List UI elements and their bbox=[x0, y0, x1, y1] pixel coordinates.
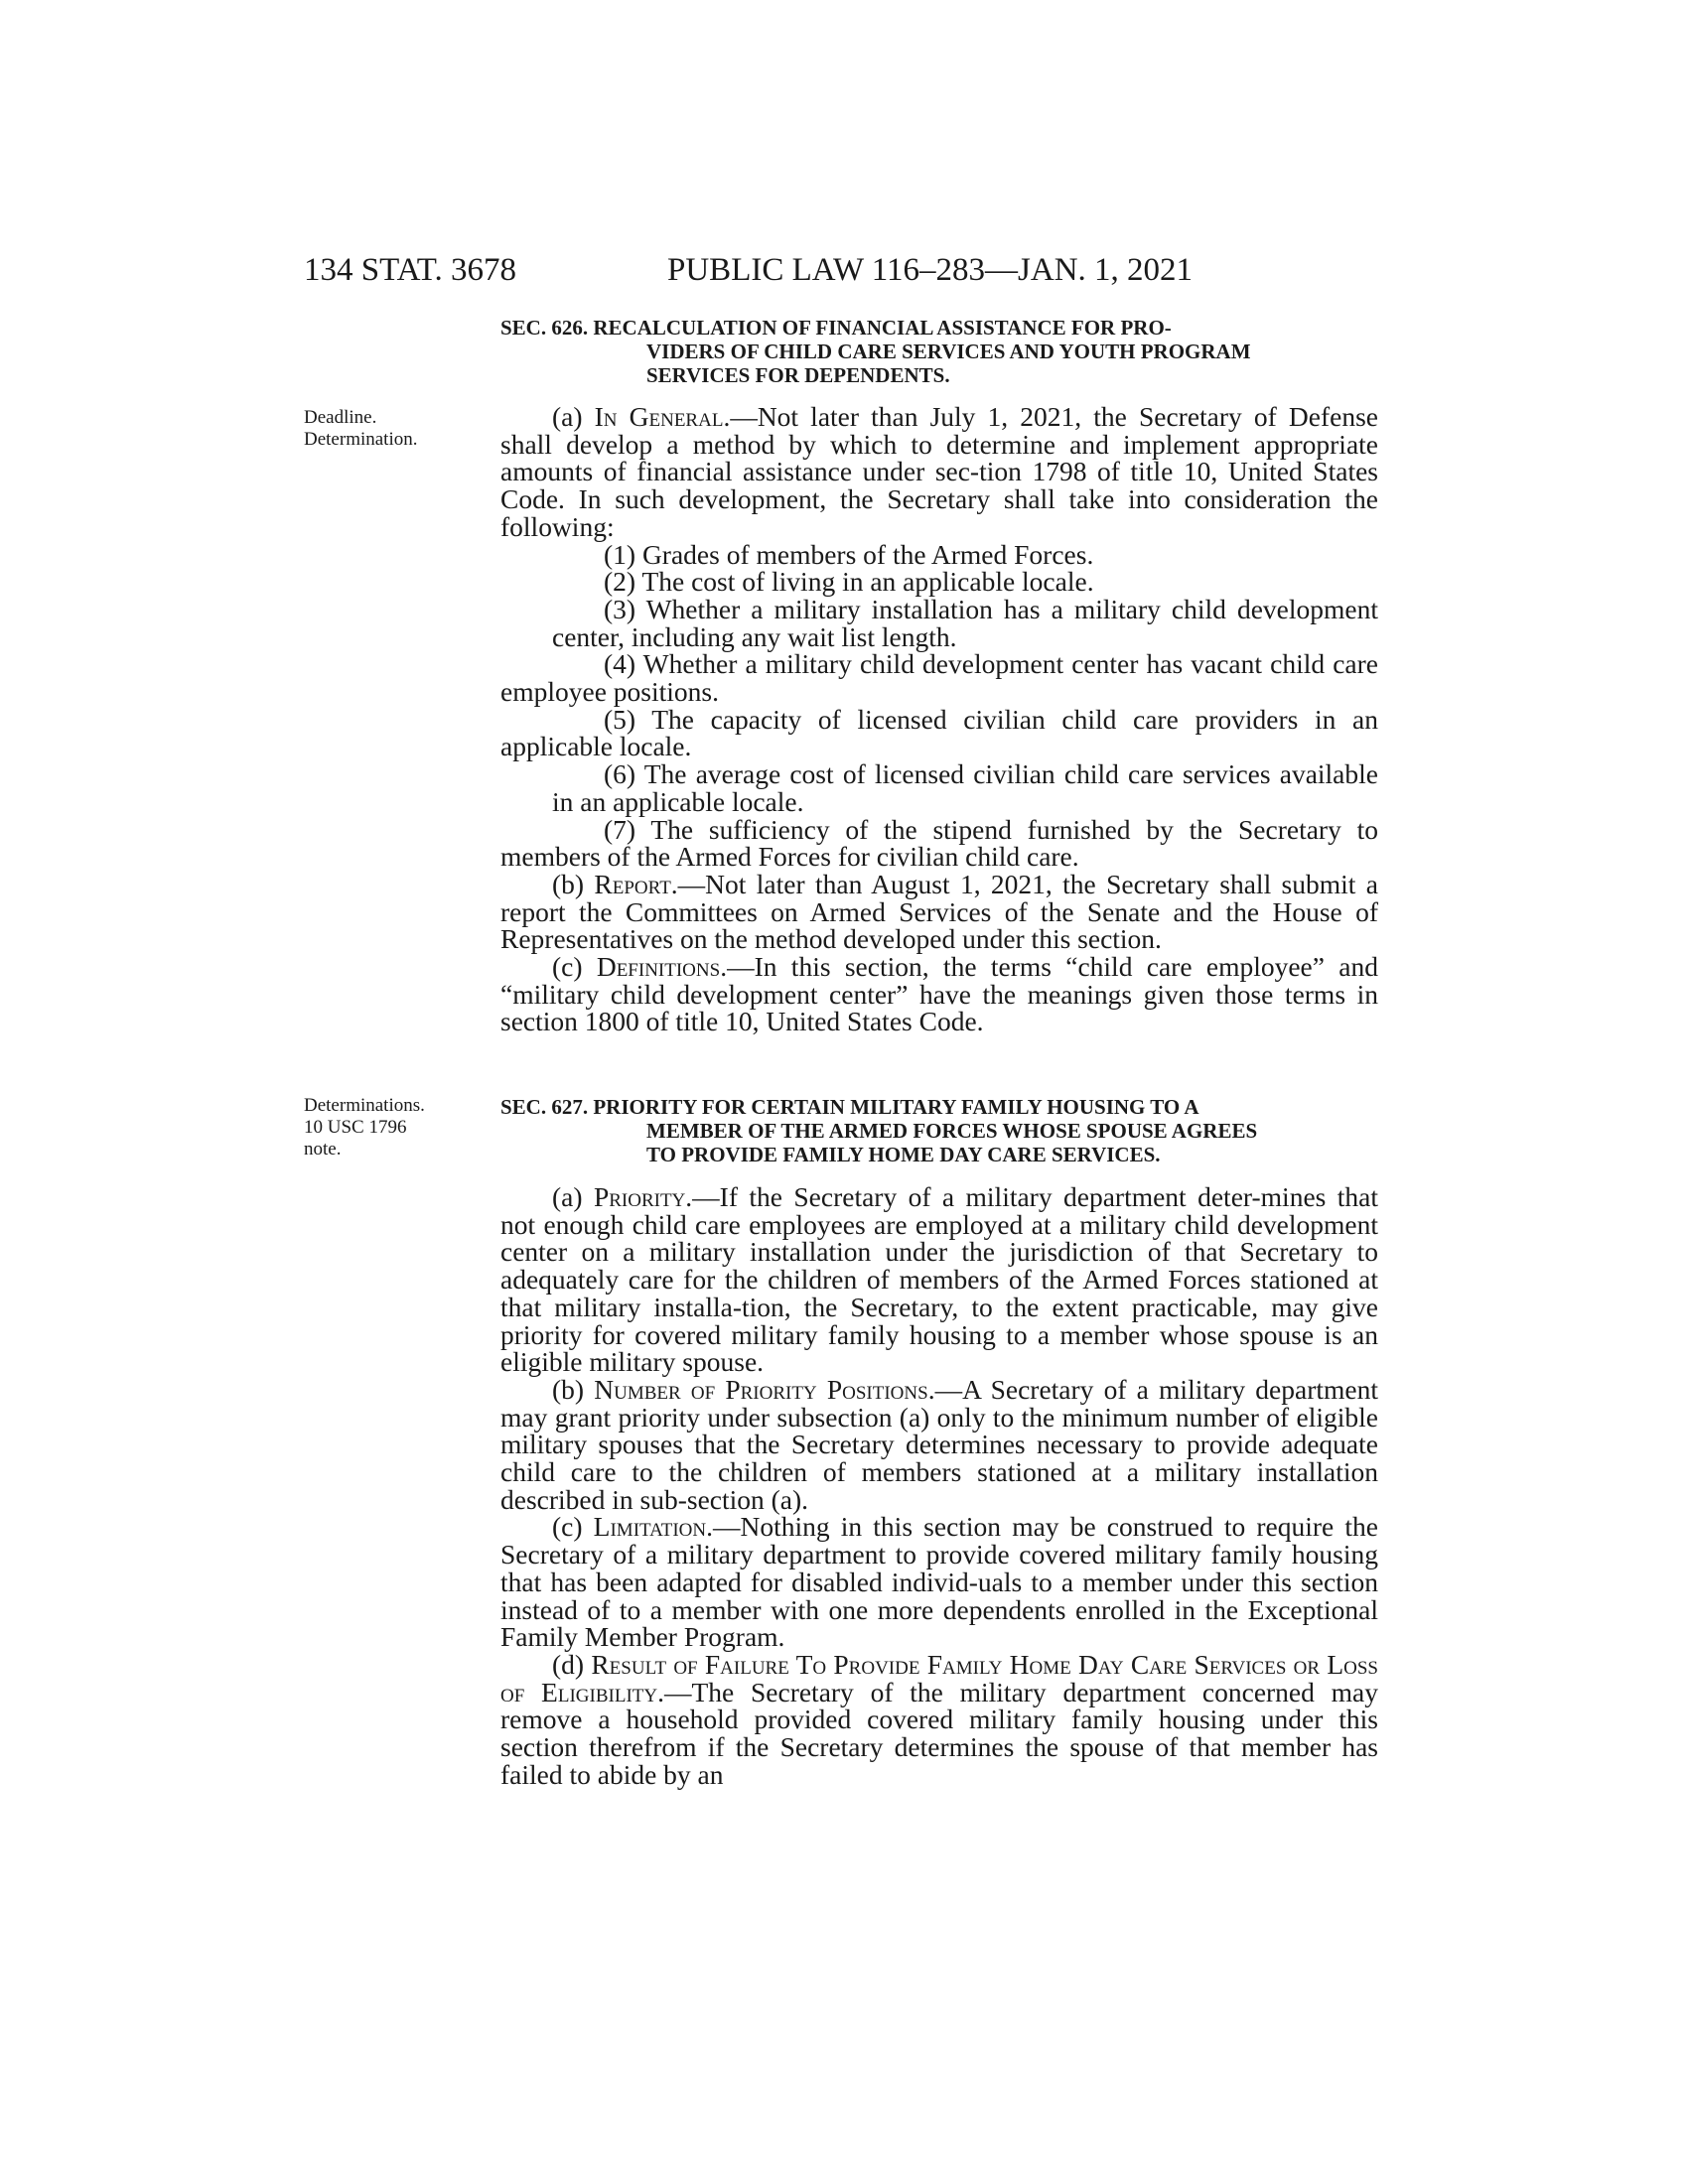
section-heading-line: SEC. 627. PRIORITY FOR CERTAIN MILITARY FAMILY HOUSING TO A bbox=[500, 1095, 1199, 1119]
subsection-626-b: (b) Report.—Not later than August 1, 2021, the Secretary shall submit a report the Committees on Armed Services of the Senate and the House of Representatives on the method developed under this section. bbox=[500, 868, 1378, 955]
margin-note-line: note. bbox=[304, 1139, 342, 1160]
law-title: PUBLIC LAW 116–283—JAN. 1, 2021 bbox=[667, 252, 1194, 288]
list-item: (6) The average cost of licensed civilian child care services available in an applicable locale. bbox=[552, 758, 1378, 817]
subsection-heading: Result of Failure To Provide Family Home Day Care Services or Loss of Eligibility bbox=[500, 1648, 1378, 1707]
subsection-heading: In General bbox=[594, 401, 724, 432]
subsection-heading: Limitation bbox=[593, 1511, 707, 1543]
margin-note-line: Deadline. bbox=[304, 407, 377, 428]
list-item: (3) Whether a military installation has a military child development center, including any wait list length. bbox=[552, 593, 1378, 652]
section-heading-line: VIDERS OF CHILD CARE SERVICES AND YOUTH PROGRAM bbox=[646, 340, 1251, 363]
page-header bbox=[304, 248, 1378, 292]
subsection-627-b: (b) Number of Priority Positions.—A Secretary of a military department may grant priority under subsection (a) only to the minimum number of eligible military spouses that the Secretary determines necessary to provide adequate child care to the children of members stationed at a military installation described in sub-section (a). bbox=[500, 1373, 1378, 1515]
subsection-heading: Definitions bbox=[596, 951, 721, 983]
subsection-626-c: (c) Definitions.—In this section, the terms “child care employee” and “military child development center” have the meanings given those terms in section 1800 of title 10, United States Code. bbox=[500, 951, 1378, 1037]
section-627-heading bbox=[500, 1095, 1378, 1166]
section-heading-line: MEMBER OF THE ARMED FORCES WHOSE SPOUSE AGREES bbox=[646, 1119, 1258, 1143]
margin-note-line: 10 USC 1796 bbox=[304, 1117, 407, 1138]
subsection-627-c: (c) Limitation.—Nothing in this section may be construed to require the Secretary of a military department to provide covered military family housing that has been adapted for disabled individ-uals to a member under this section instead of to a member with one more dependents enrolled in the Exceptional Family Member Program. bbox=[500, 1511, 1378, 1653]
subsection-627-a: (a) Priority.—If the Secretary of a military department deter-mines that not enough child care employees are employed at a military child development center on a military installation under the jurisdiction of that Secretary to adequately care for the children of members of the Armed Forces stationed at that military installa-tion, the Secretary, to the extent practicable, may give priority for covered military family housing to a member whose spouse is an eligible military spouse. bbox=[500, 1181, 1378, 1378]
list-item: (4) Whether a military child development center has vacant child care employee positions. bbox=[500, 648, 1378, 708]
list-item: (5) The capacity of licensed civilian child care providers in an applicable locale. bbox=[500, 703, 1378, 762]
margin-note-line: Determination. bbox=[304, 429, 418, 450]
section-heading-line: SERVICES FOR DEPENDENTS. bbox=[646, 363, 950, 387]
subsection-heading: Priority bbox=[593, 1181, 686, 1212]
stat-page-number: 134 STAT. 3678 bbox=[304, 252, 517, 288]
section-heading-line: SEC. 626. RECALCULATION OF FINANCIAL ASSISTANCE FOR PRO- bbox=[500, 316, 1172, 340]
margin-note-determinations bbox=[304, 1095, 483, 1160]
section-heading-line: TO PROVIDE FAMILY HOME DAY CARE SERVICES. bbox=[646, 1143, 1161, 1166]
subsection-627-d: (d) Result of Failure To Provide Family Home Day Care Services or Loss of Eligibility.—The Secretary of the military department concerned may remove a household provided covered military family housing under this section therefrom if the Secretary determines the spouse of that member has failed to abide by an bbox=[500, 1648, 1378, 1790]
section-626-body bbox=[500, 403, 1378, 1035]
list-item: (7) The sufficiency of the stipend furnished by the Secretary to members of the Armed Forces for civilian child care. bbox=[500, 813, 1378, 873]
subsection-heading: Number of Priority Positions bbox=[594, 1373, 928, 1405]
list-item: (2) The cost of living in an applicable locale. bbox=[604, 566, 1094, 598]
subsection-626-a: (a) In General.—Not later than July 1, 2021, the Secretary of Defense shall develop a method by which to determine and implement appropriate amounts of financial assistance under sec-tion 1798 of title 10, United States Code. In such development, the Secretary shall take into consideration the following: bbox=[500, 401, 1379, 542]
margin-note-line: Determinations. bbox=[304, 1095, 425, 1116]
margin-note-deadline bbox=[304, 407, 483, 451]
list-item: (1) Grades of members of the Armed Forces. bbox=[604, 538, 1094, 570]
section-627-body bbox=[500, 1183, 1378, 1788]
section-626-heading bbox=[500, 316, 1378, 387]
subsection-heading: Report bbox=[594, 868, 671, 899]
